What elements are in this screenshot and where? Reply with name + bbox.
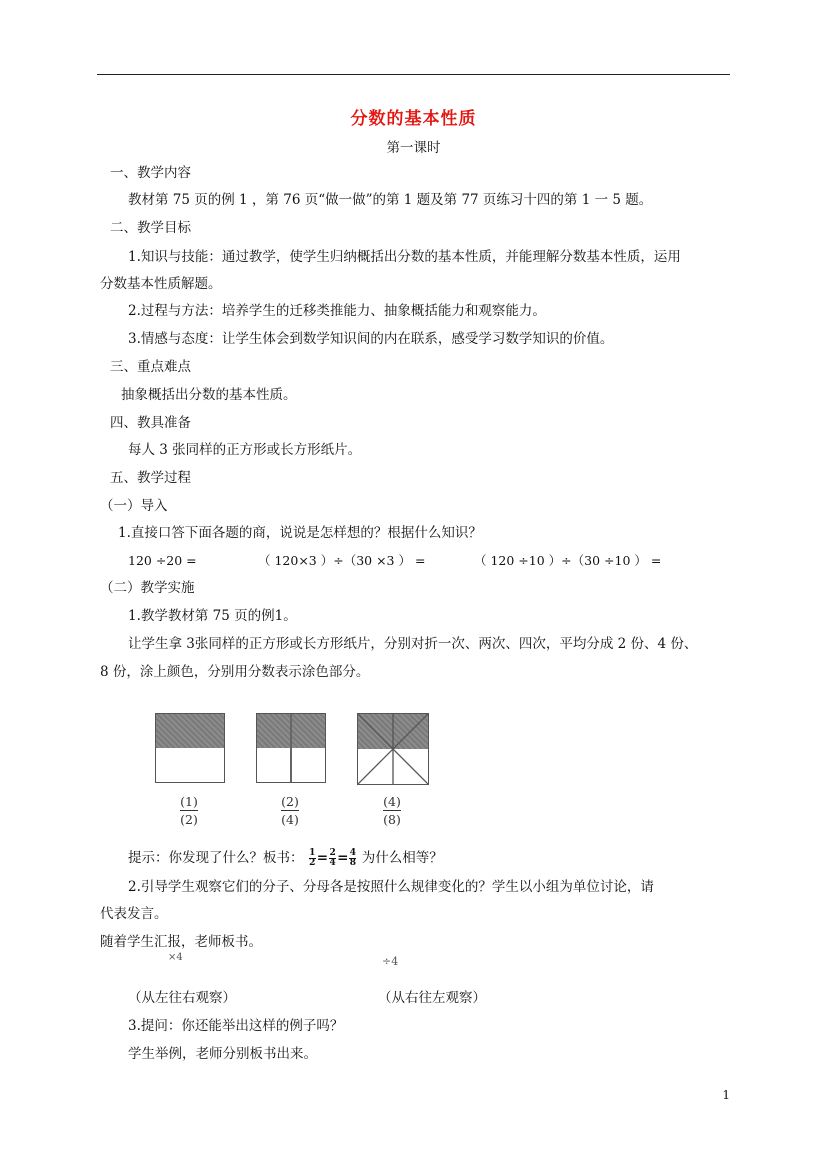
figure-2-denominator: (4) — [281, 812, 299, 827]
paper-square-halves — [155, 713, 225, 783]
figure-2-numerator: (2) — [281, 794, 299, 809]
fraction-bar — [180, 810, 198, 811]
fold-line — [290, 714, 292, 782]
figure-3-denominator: (8) — [383, 812, 401, 827]
multiply-mark: ×4 — [168, 952, 183, 963]
hint-line — [128, 849, 443, 868]
part-2-item-1: 1.教学教材第 75 页的例1。 — [128, 608, 297, 624]
calculation-2: （ 120×3 ）÷（30 ×3 ） = — [258, 553, 426, 568]
objective-2: 2.过程与方法：培养学生的迁移类推能力、抽象概括能力和观察能力。 — [128, 303, 546, 319]
section-3-body: 抽象概括出分数的基本性质。 — [121, 387, 297, 403]
page-number: 1 — [722, 1088, 730, 1102]
question-3-body: 学生举例，老师分别板书出来。 — [128, 1046, 317, 1062]
section-5-heading: 五、教学过程 — [110, 470, 191, 486]
report-text: 随着学生汇报，老师板书。 — [100, 934, 262, 950]
figure-3-numerator: (4) — [383, 794, 401, 809]
calculation-1: 120 ÷20 = — [128, 553, 197, 568]
fraction-bar — [281, 810, 299, 811]
divide-mark: ÷4 — [382, 955, 399, 968]
document-subtitle: 第一课时 — [386, 140, 441, 156]
paper-square-quarters — [256, 713, 326, 783]
question-3: 3.提问：你还能举出这样的例子吗？ — [128, 1018, 344, 1034]
hint-suffix: 为什么相等？ — [361, 850, 443, 866]
equals-sign: = — [337, 850, 349, 866]
objective-1-line-1: 1.知识与技能：通过教学，使学生归纳概括出分数的基本性质，并能理解分数基本性质，运用 — [128, 249, 681, 265]
part-2-description-line-2: 8 份，涂上颜色，分别用分数表示涂色部分。 — [100, 664, 370, 680]
figure-2-label — [270, 794, 310, 827]
observe-right-to-left: （从右往左观察） — [378, 990, 486, 1006]
section-2-heading: 二、教学目标 — [110, 220, 191, 236]
hint-prefix: 提示：你发现了什么？板书： — [128, 850, 304, 866]
part-1-heading: （一）导入 — [100, 498, 168, 514]
objective-3: 3.情感与态度：让学生体会到数学知识间的内在联系，感受学习数学知识的价值。 — [128, 331, 614, 347]
part-2-description-line-1: 让学生拿 3张同样的正方形或长方形纸片，分别对折一次、两次、四次，平均分成 2 份、4 份、 — [128, 636, 698, 652]
paper-square-eighths — [357, 713, 429, 785]
fraction-two-fourths: $\frac{2}{4}$ — [329, 848, 336, 868]
question-2-line-2: 代表发言。 — [100, 906, 168, 922]
document-title: 分数的基本性质 — [350, 109, 477, 129]
figure-3-label — [372, 794, 412, 827]
figure-1-numerator: (1) — [180, 794, 198, 809]
shaded-half — [156, 714, 224, 748]
fold-lines — [358, 714, 428, 784]
figure-1-label — [169, 794, 209, 827]
question-2-line-1: 2.引导学生观察它们的分子、分母各是按照什么规律变化的？学生以小组为单位讨论，请 — [128, 879, 654, 895]
fraction-bar — [383, 810, 401, 811]
section-1-heading: 一、教学内容 — [110, 165, 191, 181]
part-1-question: 1.直接口答下面各题的商，说说是怎样想的？根据什么知识？ — [118, 525, 482, 541]
fraction-one-half: $\frac{1}{2}$ — [309, 848, 316, 868]
observe-left-to-right: （从左往右观察） — [128, 990, 236, 1006]
section-4-heading: 四、教具准备 — [110, 415, 191, 431]
header-rule — [97, 74, 730, 75]
objective-1-line-2: 分数基本性质解题。 — [100, 276, 222, 292]
section-3-heading: 三、重点难点 — [110, 359, 191, 375]
fraction-four-eighths: $\frac{4}{8}$ — [349, 848, 357, 868]
section-4-body: 每人 3 张同样的正方形或长方形纸片。 — [128, 442, 362, 458]
calculation-3: （ 120 ÷10 ）÷（30 ÷10 ） = — [474, 553, 662, 568]
figure-1-denominator: (2) — [180, 812, 198, 827]
equals-sign: = — [316, 850, 329, 866]
part-2-heading: （二）教学实施 — [100, 580, 195, 596]
section-1-body: 教材第 75 页的例 1 ，第 76 页“做一做”的第 1 题及第 77 页练习十四的第 1 一 5 题。 — [128, 192, 653, 208]
